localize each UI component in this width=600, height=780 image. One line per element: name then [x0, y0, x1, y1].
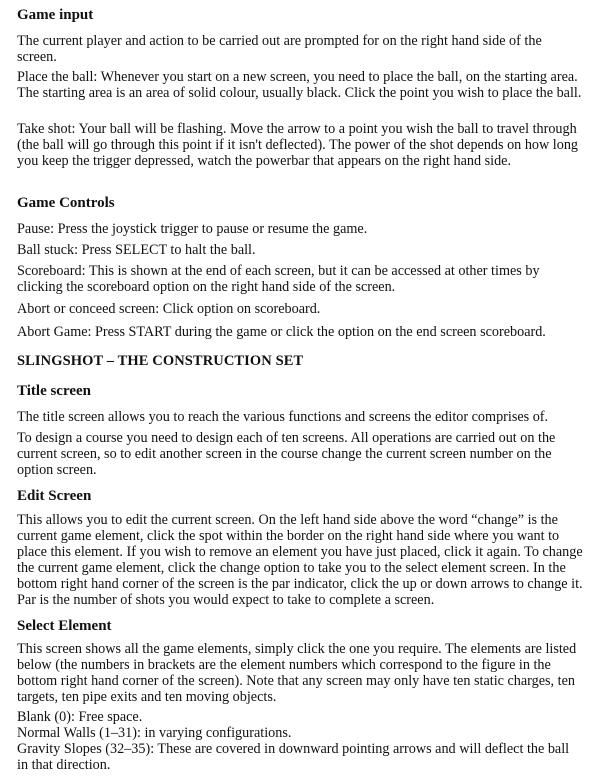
list-item: Normal Walls (1–31): in varying configurations. [17, 725, 292, 741]
heading-edit-screen: Edit Screen [17, 488, 92, 504]
element-list [17, 709, 583, 773]
list-item: Gravity Slopes (32–35): These are covered in downward pointing arrows and will deflect the ball in that direction. [17, 741, 570, 773]
list-item: Blank (0): Free space. [17, 709, 143, 725]
heading-game-controls: Game Controls [17, 195, 115, 211]
game-input-paragraph-3: Take shot: Your ball will be flashing. Move the arrow to a point you wish the ball to travel through (the ball will go through this point if it isn't deflected). The power of the shot depends on how long you keep the trigger depressed, watch the powerbar that appears on the right hand side. [17, 121, 579, 169]
game-input-paragraph-1: The current player and action to be carried out are prompted for on the right hand side of the screen. [17, 33, 542, 65]
game-controls-paragraph-4: Abort or conceed screen: Click option on scoreboard. [17, 301, 321, 317]
heading-select-element: Select Element [17, 618, 112, 634]
game-input-paragraph-2: Place the ball: Whenever you start on a new screen, you need to place the ball, on the starting area. The starting area is an area of solid colour, usually black. Click the point you wish to place the ball. [17, 69, 582, 101]
game-controls-paragraph-5: Abort Game: Press START during the game or click the option on the end screen scoreboard. [17, 324, 546, 340]
select-element-paragraph-1: This screen shows all the game elements, simply click the one you require. The elements are listed below (the numbers in brackets are the element numbers which correspond to the figure in the bottom right hand corner of the screen). Note that any screen may only have ten static charges, ten targets, ten pipe exits and ten moving objects. [17, 641, 577, 705]
edit-screen-paragraph-1: This allows you to edit the current screen. On the left hand side above the word “change” is the current game element, click the spot within the border on the right hand side where you want to place this element. If you wish to remove an element you have just placed, click it again. To change the current game element, click the change option to take you to the select element screen. In the bottom right hand corner of the screen is the par indicator, click the up or down arrows to change it. Par is the number of shots you would expect to take to complete a screen. [17, 512, 583, 608]
game-controls-paragraph-2: Ball stuck: Press SELECT to halt the ball. [17, 242, 256, 258]
heading-title-screen: Title screen [17, 383, 92, 399]
game-controls-paragraph-1: Pause: Press the joystick trigger to pause or resume the game. [17, 221, 368, 237]
title-screen-paragraph-2: To design a course you need to design each of ten screens. All operations are carried out on the current screen, so to edit another screen in the course change the current screen number on the option screen. [17, 430, 556, 478]
heading-game-input: Game input [17, 7, 94, 23]
heading-construction-set: SLINGSHOT – THE CONSTRUCTION SET [17, 353, 304, 369]
title-screen-paragraph-1: The title screen allows you to reach the various functions and screens the editor comprises of. [17, 409, 549, 425]
game-controls-paragraph-3: Scoreboard: This is shown at the end of each screen, but it can be accessed at other times by clicking the scoreboard option on the right hand side of the screen. [17, 263, 540, 295]
